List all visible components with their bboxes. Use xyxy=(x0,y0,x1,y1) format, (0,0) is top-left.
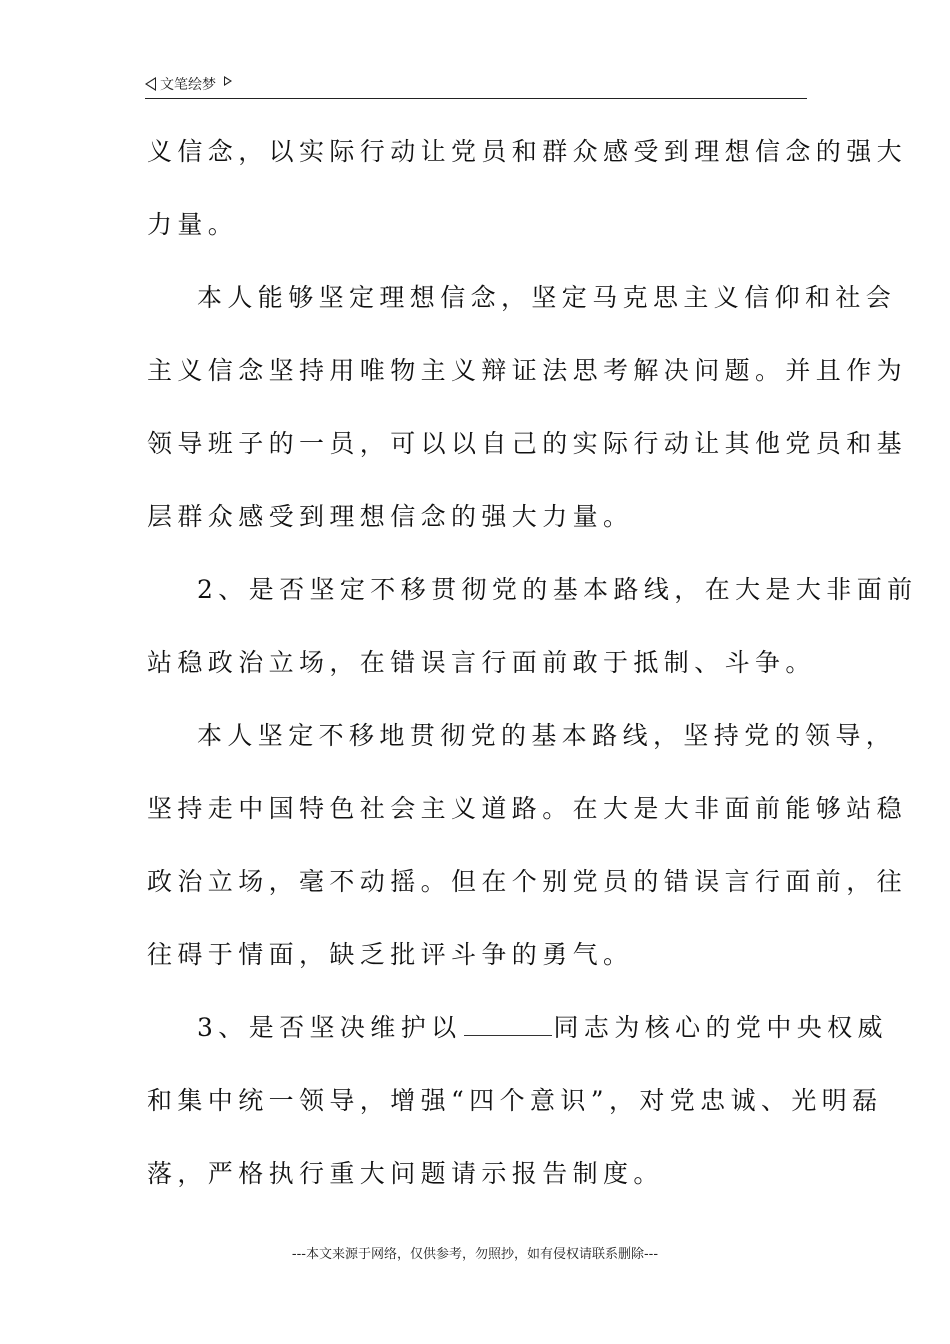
paragraph-start: 本人能够坚定理想信念，坚定马克思主义信仰和社会 xyxy=(197,283,897,312)
item-heading xyxy=(197,1008,888,1048)
item-heading-line: 落，严格执行重大问题请示报告制度。 xyxy=(147,1159,664,1188)
header-title: 文笔绘梦 xyxy=(160,77,216,93)
body-line: 层群众感受到理想信念的强大力量。 xyxy=(147,502,634,531)
body-line: 往碍于情面，缺乏批评斗争的勇气。 xyxy=(147,940,634,969)
footer-disclaimer: ---本文来源于网络，仅供参考，勿照抄，如有侵权请联系删除--- xyxy=(291,1247,659,1262)
page-header xyxy=(145,72,807,99)
body-line: 主义信念坚持用唯物主义辩证法思考解决问题。并且作为 xyxy=(147,356,908,385)
paragraph-start: 本人坚定不移地贯彻党的基本路线，坚持党的领导， xyxy=(197,721,897,750)
body-line: 坚持走中国特色社会主义道路。在大是大非面前能够站稳 xyxy=(147,794,908,823)
item3-prefix: 3、是否坚决维护以 xyxy=(197,1013,462,1042)
body-line: 领导班子的一员，可以以自己的实际行动让其他党员和基 xyxy=(147,429,908,458)
item-heading-line: 和集中统一领导，增强“四个意识”，对党忠诚、光明磊 xyxy=(147,1086,883,1115)
body-line: 政治立场，毫不动摇。但在个别党员的错误言行面前，往 xyxy=(147,867,908,896)
header-brand xyxy=(145,74,232,94)
fill-in-blank xyxy=(464,1013,552,1036)
body-line: 力量。 xyxy=(147,210,239,239)
item3-suffix: 同志为核心的党中央权威 xyxy=(553,1013,888,1042)
triangle-left-icon xyxy=(145,77,156,91)
body-line: 义信念，以实际行动让党员和群众感受到理想信念的强大 xyxy=(147,137,908,166)
item-heading-line: 站稳政治立场，在错误言行面前敢于抵制、斗争。 xyxy=(147,648,816,677)
item-heading: 2、是否坚定不移贯彻党的基本路线，在大是大非面前 xyxy=(197,575,918,604)
triangle-right-icon xyxy=(224,76,232,86)
